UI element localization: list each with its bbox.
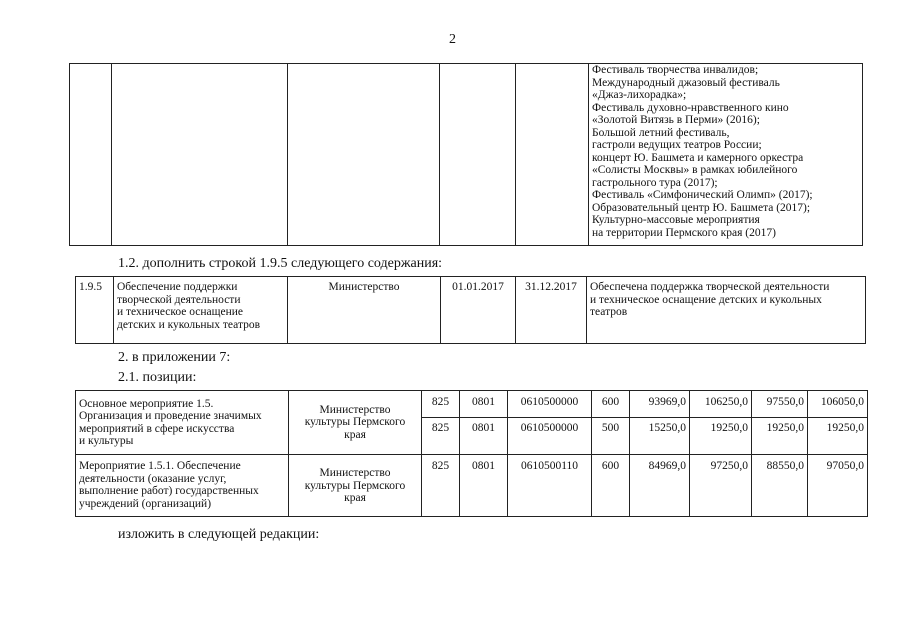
target-article-cell: 0610500110 bbox=[508, 455, 592, 517]
ministry-cell: Министерство культуры Пермского края bbox=[289, 455, 422, 517]
section-code-cell: 0801 bbox=[460, 418, 508, 455]
paragraph-2: 2. в приложении 7: bbox=[118, 350, 231, 365]
result-cell: Обеспечена поддержка творческой деятельности и техническое оснащение детских и кукольных театров bbox=[587, 277, 866, 344]
amount-cell: 93969,0 bbox=[630, 391, 690, 418]
empty-cell bbox=[288, 64, 440, 246]
empty-cell bbox=[440, 64, 516, 246]
ministry-cell: Министерство культуры Пермского края bbox=[289, 391, 422, 455]
activity-name-cell: Обеспечение поддержки творческой деятельности и техническое оснащение детских и кукольных театров bbox=[114, 277, 288, 344]
expense-type-cell: 500 bbox=[592, 418, 630, 455]
section-code-cell: 0801 bbox=[460, 391, 508, 418]
amount-cell: 84969,0 bbox=[630, 455, 690, 517]
amount-cell: 19250,0 bbox=[752, 418, 808, 455]
target-article-cell: 0610500000 bbox=[508, 391, 592, 418]
ministry-code-cell: 825 bbox=[422, 455, 460, 517]
amount-cell: 106250,0 bbox=[690, 391, 752, 418]
amount-cell: 106050,0 bbox=[808, 391, 868, 418]
start-date-cell: 01.01.2017 bbox=[441, 277, 516, 344]
continued-events-table bbox=[69, 63, 863, 246]
row-1-9-5-table bbox=[75, 276, 866, 344]
paragraph-2-1: 2.1. позиции: bbox=[118, 370, 197, 385]
amount-cell: 88550,0 bbox=[752, 455, 808, 517]
amount-cell: 97550,0 bbox=[752, 391, 808, 418]
appendix-7-positions-table bbox=[75, 390, 868, 517]
main-activity-name-cell: Основное мероприятие 1.5. Организация и проведение значимых мероприятий в сфере искусства и культуры bbox=[76, 391, 289, 455]
amount-cell: 97050,0 bbox=[808, 455, 868, 517]
end-date-cell: 31.12.2017 bbox=[516, 277, 587, 344]
ministry-code-cell: 825 bbox=[422, 418, 460, 455]
expense-type-cell: 600 bbox=[592, 455, 630, 517]
paragraph-1-2: 1.2. дополнить строкой 1.9.5 следующего содержания: bbox=[118, 256, 443, 271]
amount-cell: 15250,0 bbox=[630, 418, 690, 455]
table-row bbox=[76, 277, 866, 344]
empty-cell bbox=[70, 64, 112, 246]
amount-cell: 19250,0 bbox=[690, 418, 752, 455]
row-number-cell: 1.9.5 bbox=[76, 277, 114, 344]
sub-activity-name-cell: Мероприятие 1.5.1. Обеспечение деятельности (оказание услуг, выполнение работ) государственных учреждений (организаций) bbox=[76, 455, 289, 517]
section-code-cell: 0801 bbox=[460, 455, 508, 517]
paragraph-final: изложить в следующей редакции: bbox=[118, 527, 320, 542]
amount-cell: 97250,0 bbox=[690, 455, 752, 517]
ministry-code-cell: 825 bbox=[422, 391, 460, 418]
empty-cell bbox=[112, 64, 288, 246]
target-article-cell: 0610500000 bbox=[508, 418, 592, 455]
expense-type-cell: 600 bbox=[592, 391, 630, 418]
table-row bbox=[76, 391, 868, 418]
amount-cell: 19250,0 bbox=[808, 418, 868, 455]
executor-cell: Министерство bbox=[288, 277, 441, 344]
events-list-cell: Фестиваль творчества инвалидов; Международный джазовый фестиваль «Джаз-лихорадка»; Фестиваль духовно-нравственного кино «Золотой Витязь в Перми» (2016); Большой летний фестиваль, гастроли ведущих театров России; концерт Ю. Башмета и камерного оркестра «Солисты Москвы» в рамках юбилейного гастрольного тура (2017); Фестиваль «Симфонический Олимп» (2017); Образовательный центр Ю. Башмета (2017); Культурно-массовые мероприятия на территории Пермского края (2017) bbox=[589, 64, 863, 246]
table-row bbox=[70, 64, 863, 246]
empty-cell bbox=[516, 64, 589, 246]
page-number: 2 bbox=[449, 32, 456, 47]
table-row bbox=[76, 455, 868, 517]
